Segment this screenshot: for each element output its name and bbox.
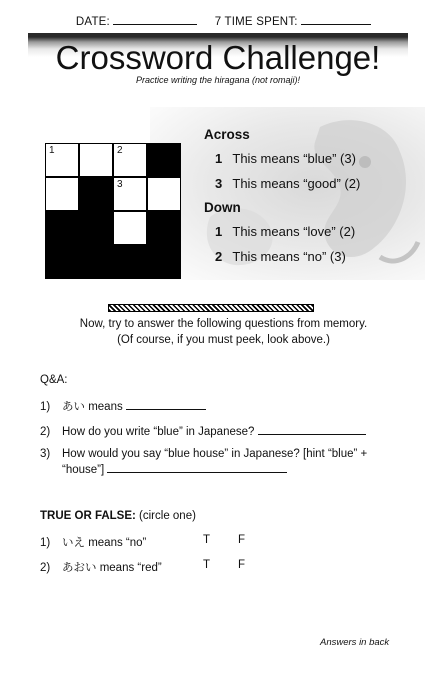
answer-blank[interactable] bbox=[258, 424, 366, 435]
tf-note: (circle one) bbox=[139, 510, 196, 522]
date-label: DATE: bbox=[75, 16, 110, 28]
crossword-cell[interactable] bbox=[45, 177, 79, 211]
question-number: 3) bbox=[40, 448, 51, 460]
qa-heading: Q&A: bbox=[40, 374, 68, 386]
time-spent-label: 7 TIME SPENT: bbox=[214, 16, 298, 28]
crossword-block bbox=[79, 211, 113, 245]
tf-item-1 bbox=[40, 534, 146, 550]
tf-number: 1) bbox=[40, 537, 51, 549]
true-option-1[interactable]: T bbox=[203, 534, 211, 546]
clue-number: 3 bbox=[215, 176, 223, 191]
crossword-block bbox=[147, 245, 181, 279]
worksheet-header bbox=[0, 14, 447, 28]
question-number: 1) bbox=[40, 401, 51, 413]
question-text: How do you write “blue” in Japanese? bbox=[62, 426, 255, 438]
crossword-cell[interactable] bbox=[45, 143, 79, 177]
clue-number: 1 bbox=[215, 151, 223, 166]
question-text: How would you say “blue house” in Japanese? [hint “blue” + bbox=[62, 448, 368, 460]
crossword-cell[interactable] bbox=[113, 177, 147, 211]
page-title: Crossword Challenge! bbox=[55, 39, 381, 76]
down-clue-2 bbox=[215, 249, 346, 264]
question-text: あい means bbox=[62, 401, 123, 413]
cell-number: 2 bbox=[117, 145, 123, 156]
answer-blank[interactable] bbox=[107, 462, 287, 473]
instructions-line-2: (Of course, if you must peek, look above.) bbox=[117, 334, 330, 346]
crossword-grid bbox=[45, 143, 181, 279]
across-clue-3 bbox=[215, 176, 360, 191]
tf-statement: あおい means “red” bbox=[62, 562, 162, 574]
answers-note: Answers in back bbox=[320, 637, 390, 648]
clue-number: 1 bbox=[215, 224, 223, 239]
true-false-heading bbox=[40, 510, 196, 522]
crossword-block bbox=[113, 245, 147, 279]
across-heading: Across bbox=[204, 127, 250, 142]
across-clue-1 bbox=[215, 151, 356, 166]
cell-number: 3 bbox=[117, 179, 123, 190]
qa-question-3 bbox=[40, 447, 410, 462]
crossword-block bbox=[147, 211, 181, 245]
qa-question-3-continued bbox=[62, 462, 287, 478]
crossword-cell[interactable] bbox=[113, 143, 147, 177]
clue-number: 2 bbox=[215, 249, 223, 264]
crossword-block bbox=[79, 245, 113, 279]
qa-question-1 bbox=[40, 399, 206, 415]
instructions-line-1: Now, try to answer the following questions from memory. bbox=[79, 318, 368, 330]
qa-question-2 bbox=[40, 424, 366, 440]
crossword-cell[interactable] bbox=[79, 143, 113, 177]
answer-blank[interactable] bbox=[126, 399, 206, 410]
tf-title: TRUE OR FALSE: bbox=[40, 510, 136, 522]
page-subtitle: Practice writing the hiragana (not romaji)! bbox=[135, 75, 301, 85]
clue-text: This means “no” (3) bbox=[232, 249, 346, 264]
tf-statement: いえ means “no” bbox=[62, 537, 147, 549]
true-option-2[interactable]: T bbox=[203, 559, 211, 571]
hatched-divider bbox=[108, 304, 314, 312]
false-option-1[interactable]: F bbox=[238, 534, 246, 546]
false-option-2[interactable]: F bbox=[238, 559, 246, 571]
clue-text: This means “good” (2) bbox=[232, 176, 361, 191]
question-number: 2) bbox=[40, 426, 51, 438]
crossword-block bbox=[147, 143, 181, 177]
tf-item-2 bbox=[40, 559, 162, 575]
cell-number: 1 bbox=[49, 145, 55, 156]
crossword-block bbox=[45, 211, 79, 245]
clue-text: This means “blue” (3) bbox=[232, 151, 356, 166]
crossword-block bbox=[45, 245, 79, 279]
down-heading: Down bbox=[204, 200, 241, 215]
down-clue-1 bbox=[215, 224, 355, 239]
clue-text: This means “love” (2) bbox=[232, 224, 356, 239]
crossword-cell[interactable] bbox=[113, 211, 147, 245]
tf-number: 2) bbox=[40, 562, 51, 574]
crossword-cell[interactable] bbox=[147, 177, 181, 211]
crossword-block bbox=[79, 177, 113, 211]
date-field[interactable] bbox=[113, 14, 197, 25]
time-spent-field[interactable] bbox=[301, 14, 371, 25]
question-text-continued: “house”] bbox=[62, 464, 105, 476]
